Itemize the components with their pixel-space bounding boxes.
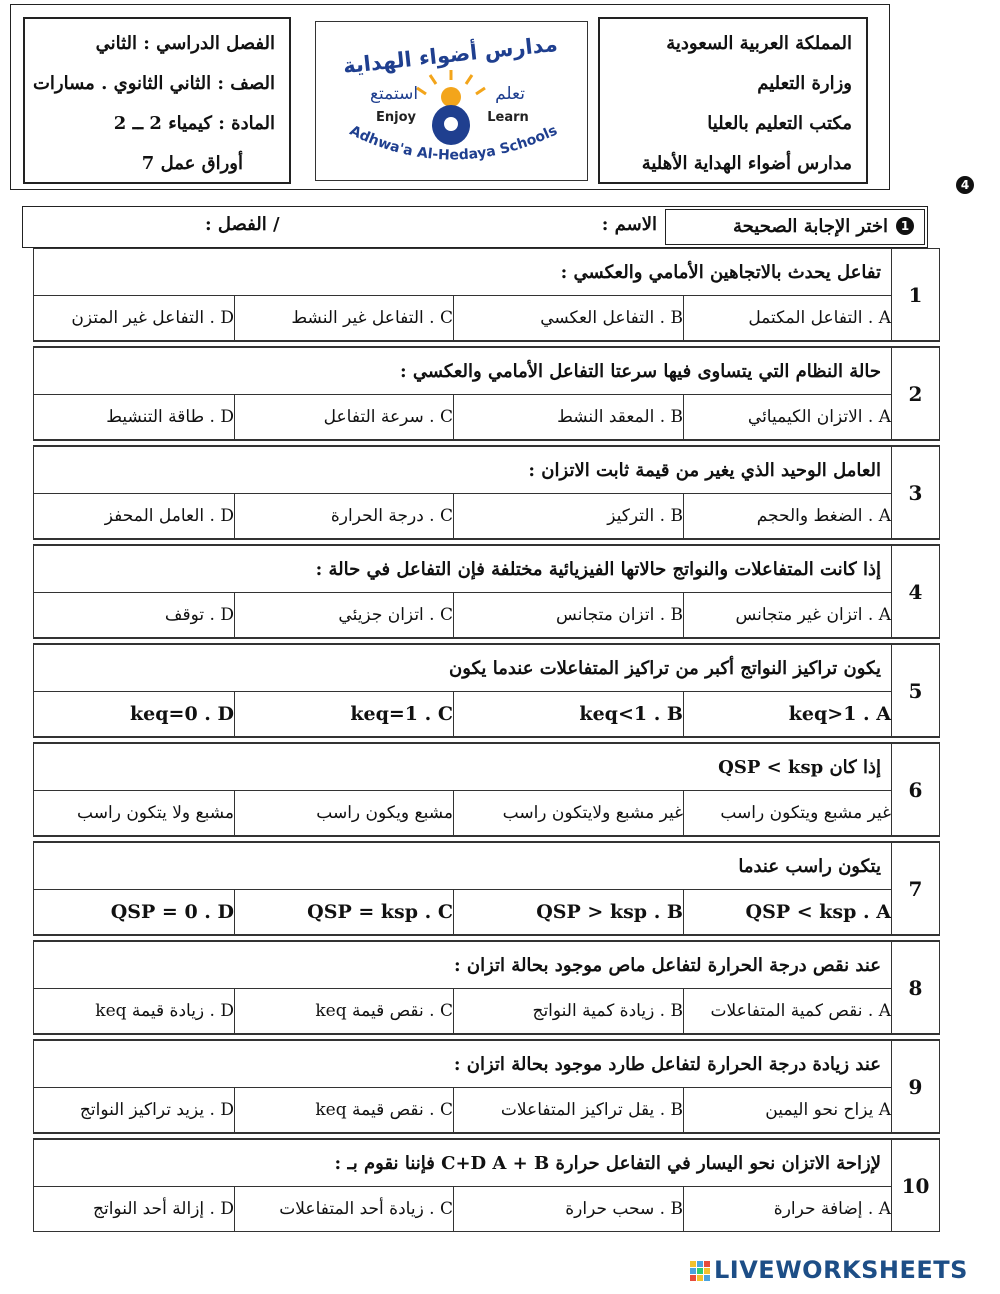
question-number: 4 (892, 545, 940, 638)
option-b[interactable]: keq<1 . B (454, 692, 684, 738)
question-number: 5 (892, 644, 940, 737)
option-b[interactable]: B . اتزان متجانس (454, 593, 684, 639)
svg-text:تعلم: تعلم (495, 84, 525, 104)
options-row (34, 593, 940, 639)
question-number: 2 (892, 347, 940, 440)
question-row (34, 842, 940, 890)
svg-text:Learn: Learn (487, 110, 529, 125)
liveworksheets-text: LIVEWORKSHEETS (714, 1256, 968, 1284)
instruction-text: اختر الإجابة الصحيحة (733, 216, 888, 237)
question-number: 10 (892, 1139, 940, 1232)
options-row (34, 791, 940, 837)
question-row (34, 249, 940, 296)
option-a[interactable]: غير مشبع ويتكون راسب (684, 791, 892, 837)
question-text: يكون تراكيز النواتج أكبر من تراكيز المتفاعلات عندما يكون (34, 644, 892, 692)
svg-text:استمتع: استمتع (369, 84, 419, 104)
option-c[interactable]: C . اتزان جزيئي (235, 593, 454, 639)
liveworksheets-logo (690, 1256, 968, 1286)
option-d[interactable]: keq=0 . D (34, 692, 235, 738)
option-b[interactable]: B . التفاعل العكسي (454, 296, 684, 342)
option-d[interactable]: D . التفاعل غير المتزن (34, 296, 235, 342)
option-a[interactable]: A . اتزان غير متجانس (684, 593, 892, 639)
question-number: 9 (892, 1040, 940, 1133)
header-line-4: مدارس أضواء الهداية الأهلية (641, 153, 852, 174)
option-b[interactable]: QSP > ksp . B (454, 890, 684, 936)
liveworksheets-grid-icon (690, 1261, 710, 1281)
option-b[interactable]: B . يقل تراكيز المتفاعلات (454, 1088, 684, 1134)
student-info-strip (22, 206, 928, 248)
header-line-2: وزارة التعليم (757, 73, 852, 94)
option-b[interactable]: غير مشبع ولايتكون راسب (454, 791, 684, 837)
option-c[interactable]: keq=1 . C (235, 692, 454, 738)
option-b[interactable]: B . التركيز (454, 494, 684, 540)
question-text: عند زيادة درجة الحرارة لتفاعل طارد موجود بحالة اتزان : (34, 1040, 892, 1088)
options-row (34, 494, 940, 540)
option-a[interactable]: A . التفاعل المكتمل (684, 296, 892, 342)
question-number: 1 (892, 249, 940, 342)
logo-arabic-name: مدارس أضواء الهداية (341, 31, 559, 79)
option-a[interactable]: QSP < ksp . A (684, 890, 892, 936)
option-a[interactable]: A يزاح نحو اليمين (684, 1088, 892, 1134)
instruction-cell (665, 209, 925, 245)
question-text: إذا كان QSP < ksp (34, 743, 892, 791)
options-row (34, 989, 940, 1035)
question-row (34, 941, 940, 989)
option-d[interactable]: مشبع ولا يتكون راسب (34, 791, 235, 837)
logo-english-name: Adhwa'a Al-Hedaya Schools (347, 122, 560, 164)
option-a[interactable]: A . إضافة حرارة (684, 1187, 892, 1232)
options-row (34, 1187, 940, 1232)
question-row (34, 1040, 940, 1088)
options-row (34, 692, 940, 738)
question-number: 7 (892, 842, 940, 935)
option-d[interactable]: D . يزيد تراكيز النواتج (34, 1088, 235, 1134)
option-a[interactable]: A . الضغط والحجم (684, 494, 892, 540)
option-c[interactable]: مشبع ويكون راسب (235, 791, 454, 837)
option-a[interactable]: A . نقص كمية المتفاعلات (684, 989, 892, 1035)
option-b[interactable]: B . زيادة كمية النواتج (454, 989, 684, 1035)
question-number: 8 (892, 941, 940, 1034)
class-label: / الفصل : (205, 214, 280, 235)
sun-icon (441, 87, 461, 107)
worksheet-number: أوراق عمل 7 (141, 153, 243, 174)
option-d[interactable]: D . زيادة قيمة keq (34, 989, 235, 1035)
option-c[interactable]: C . زيادة أحد المتفاعلات (235, 1187, 454, 1232)
subject-label: المادة : كيمياء 2 ــ 2 (113, 113, 275, 134)
question-text: تفاعل يحدث بالاتجاهين الأمامي والعكسي : (34, 249, 892, 296)
question-text: عند نقص درجة الحرارة لتفاعل ماص موجود بحالة اتزان : (34, 941, 892, 989)
option-c[interactable]: C . التفاعل غير النشط (235, 296, 454, 342)
question-number: 6 (892, 743, 940, 836)
option-a[interactable]: A . الاتزان الكيميائي (684, 395, 892, 441)
question-row (34, 347, 940, 395)
question-text: يتكون راسب عندما (34, 842, 892, 890)
question-number: 3 (892, 446, 940, 539)
school-header (10, 4, 890, 190)
option-d[interactable]: D . توقف (34, 593, 235, 639)
svg-text:Enjoy: Enjoy (376, 110, 416, 125)
question-row (34, 1139, 940, 1187)
option-d[interactable]: D . العامل المحفز (34, 494, 235, 540)
question-text: لإزاحة الاتزان نحو اليسار في التفاعل حرارة C+D A + B فإننا نقوم بـ : (34, 1139, 892, 1187)
corner-number-marker: 4 (956, 176, 974, 194)
question-text: إذا كانت المتفاعلات والنواتج حالاتها الفيزيائية مختلفة فإن التفاعل في حالة : (34, 545, 892, 593)
question-text: حالة النظام التي يتساوى فيها سرعتا التفاعل الأمامي والعكسي : (34, 347, 892, 395)
option-c[interactable]: C . درجة الحرارة (235, 494, 454, 540)
options-row (34, 890, 940, 936)
instruction-number-marker: 1 (896, 217, 914, 235)
option-b[interactable]: B . سحب حرارة (454, 1187, 684, 1232)
options-row (34, 1088, 940, 1134)
header-line-1: المملكة العربية السعودية (666, 33, 852, 54)
option-d[interactable]: QSP = 0 . D (34, 890, 235, 936)
school-info-box (598, 17, 868, 184)
option-b[interactable]: B . المعقد النشط (454, 395, 684, 441)
option-a[interactable]: keq>1 . A (684, 692, 892, 738)
school-logo (315, 21, 588, 181)
options-row (34, 395, 940, 441)
question-row (34, 446, 940, 494)
option-c[interactable]: QSP = ksp . C (235, 890, 454, 936)
header-line-3: مكتب التعليم بالعليا (707, 113, 852, 134)
option-c[interactable]: C . نقص قيمة keq (235, 1088, 454, 1134)
logo-graphic (316, 22, 586, 179)
grade-label: الصف : الثاني الثانوي . مسارات (32, 73, 275, 94)
questions-table (33, 248, 940, 1232)
question-row (34, 743, 940, 791)
question-text: العامل الوحيد الذي يغير من قيمة ثابت الاتزان : (34, 446, 892, 494)
option-d[interactable]: D . إزالة أحد النواتج (34, 1187, 235, 1232)
class-info-box (23, 17, 291, 184)
question-row (34, 545, 940, 593)
name-label: الاسم : (601, 214, 657, 235)
option-c[interactable]: C . نقص قيمة keq (235, 989, 454, 1035)
question-row (34, 644, 940, 692)
options-row (34, 296, 940, 342)
option-d[interactable]: D . طاقة التنشيط (34, 395, 235, 441)
option-c[interactable]: C . سرعة التفاعل (235, 395, 454, 441)
semester-label: الفصل الدراسي : الثاني (95, 33, 275, 54)
